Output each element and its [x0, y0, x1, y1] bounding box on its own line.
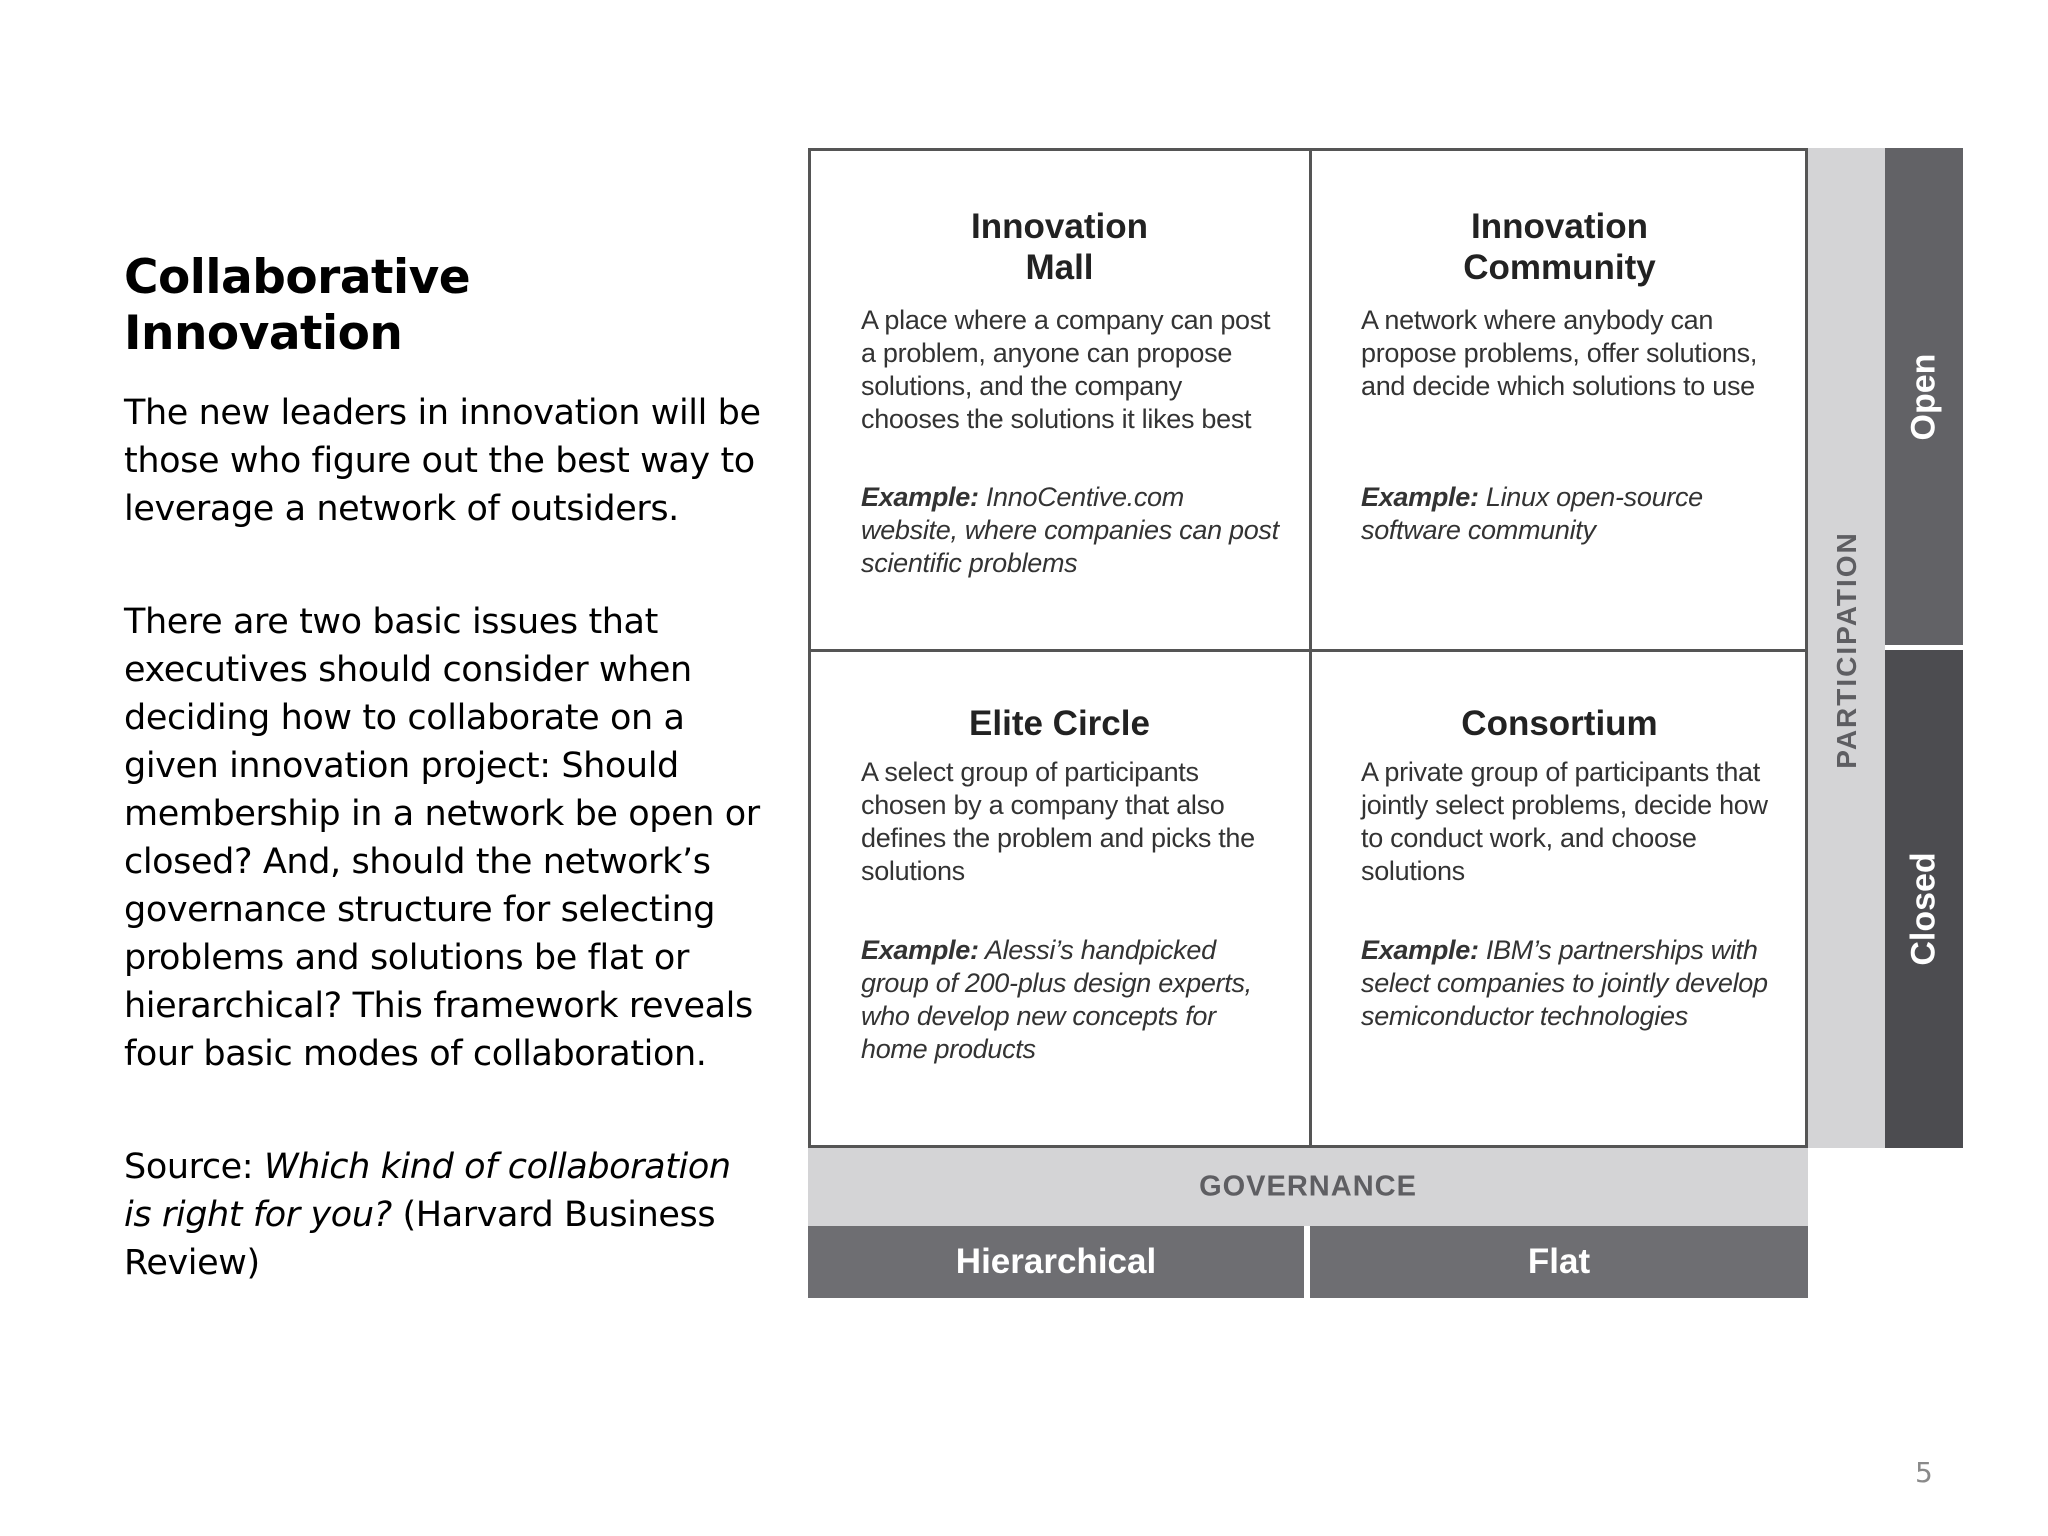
source-title: Which kind of collaboration is right for you? [124, 1146, 731, 1235]
quadrant-title [811, 206, 1308, 288]
quadrant-title-line2: Mall [1025, 248, 1094, 287]
quadrant-title [1311, 703, 1808, 744]
quadrant-description: A select group of participants chosen by a company that also defines the problem and picks the solutions [861, 757, 1255, 886]
quadrant-title-line1: Innovation [971, 207, 1148, 246]
governance-flat-label: Flat [1527, 1242, 1591, 1281]
participation-closed-band [1885, 650, 1963, 1148]
example-label: Example: [861, 482, 979, 512]
body-paragraph: There are two basic issues that executives should consider when deciding how to collaborate on a given innovation project: Should membership in a network be open or closed? And, should the network’s governance structure for selecting problems and solutions be flat or hierarchical? This framework reveals four basic modes of collaboration. [124, 601, 760, 1074]
quadrant-example [861, 934, 1281, 1066]
quadrant-description: A network where anybody can propose problems, offer solutions, and decide which solutions to use [1361, 305, 1758, 401]
example-text: Alessi’s handpicked group of 200-plus design experts, who develop new concepts for home products [861, 935, 1252, 1064]
quadrant-example [1361, 934, 1781, 1033]
example-label: Example: [861, 935, 979, 965]
quadrant-description: A place where a company can post a problem, anyone can propose solutions, and the company chooses the solutions it likes best [861, 305, 1271, 434]
quadrant-innovation-community [1311, 151, 1808, 648]
quadrant-title-line1: Elite Circle [969, 704, 1150, 743]
source-suffix: (Harvard Business Review) [124, 1194, 716, 1283]
participation-axis-band [1808, 148, 1885, 1148]
quadrant-title-line2: Community [1463, 248, 1656, 287]
example-label: Example: [1361, 482, 1479, 512]
quadrant-example [1361, 481, 1781, 547]
governance-axis-label: GOVERNANCE [1199, 1170, 1417, 1203]
text-column [124, 250, 764, 1287]
participation-open-label: Open [1904, 353, 1943, 440]
quadrant-consortium [1311, 651, 1808, 1148]
participation-closed-label: Closed [1904, 852, 1943, 966]
example-label: Example: [1361, 935, 1479, 965]
quadrant-title [811, 703, 1308, 744]
governance-hierarchical-label: Hierarchical [955, 1242, 1157, 1281]
governance-hierarchical-band [808, 1226, 1304, 1298]
slide-title: Collaborative Innovation [124, 250, 471, 362]
example-text: IBM’s partnerships with select companies to jointly develop semiconductor technologies [1361, 935, 1768, 1031]
intro-paragraph: The new leaders in innovation will be those who figure out the best way to leverage a network of outsiders. [124, 392, 761, 529]
quadrant-title-line1: Consortium [1461, 704, 1658, 743]
quadrant-title-line1: Innovation [1471, 207, 1648, 246]
governance-axis-band [808, 1148, 1808, 1226]
page-number: 5 [1915, 1456, 1933, 1489]
collaboration-matrix [808, 148, 1808, 1148]
example-text: Linux open-source software community [1361, 482, 1703, 545]
quadrant-innovation-mall [811, 151, 1308, 648]
governance-flat-band [1310, 1226, 1808, 1298]
source-citation [124, 1143, 764, 1287]
quadrant-example [861, 481, 1281, 580]
example-text: InnoCentive.com website, where companies can post scientific problems [861, 482, 1279, 578]
quadrant-elite-circle [811, 651, 1308, 1148]
quadrant-title [1311, 206, 1808, 288]
participation-axis-label: PARTICIPATION [1830, 531, 1862, 769]
source-prefix: Source: [124, 1146, 264, 1187]
participation-open-band [1885, 148, 1963, 645]
quadrant-description: A private group of participants that jointly select problems, decide how to conduct work, and choose solutions [1361, 757, 1768, 886]
